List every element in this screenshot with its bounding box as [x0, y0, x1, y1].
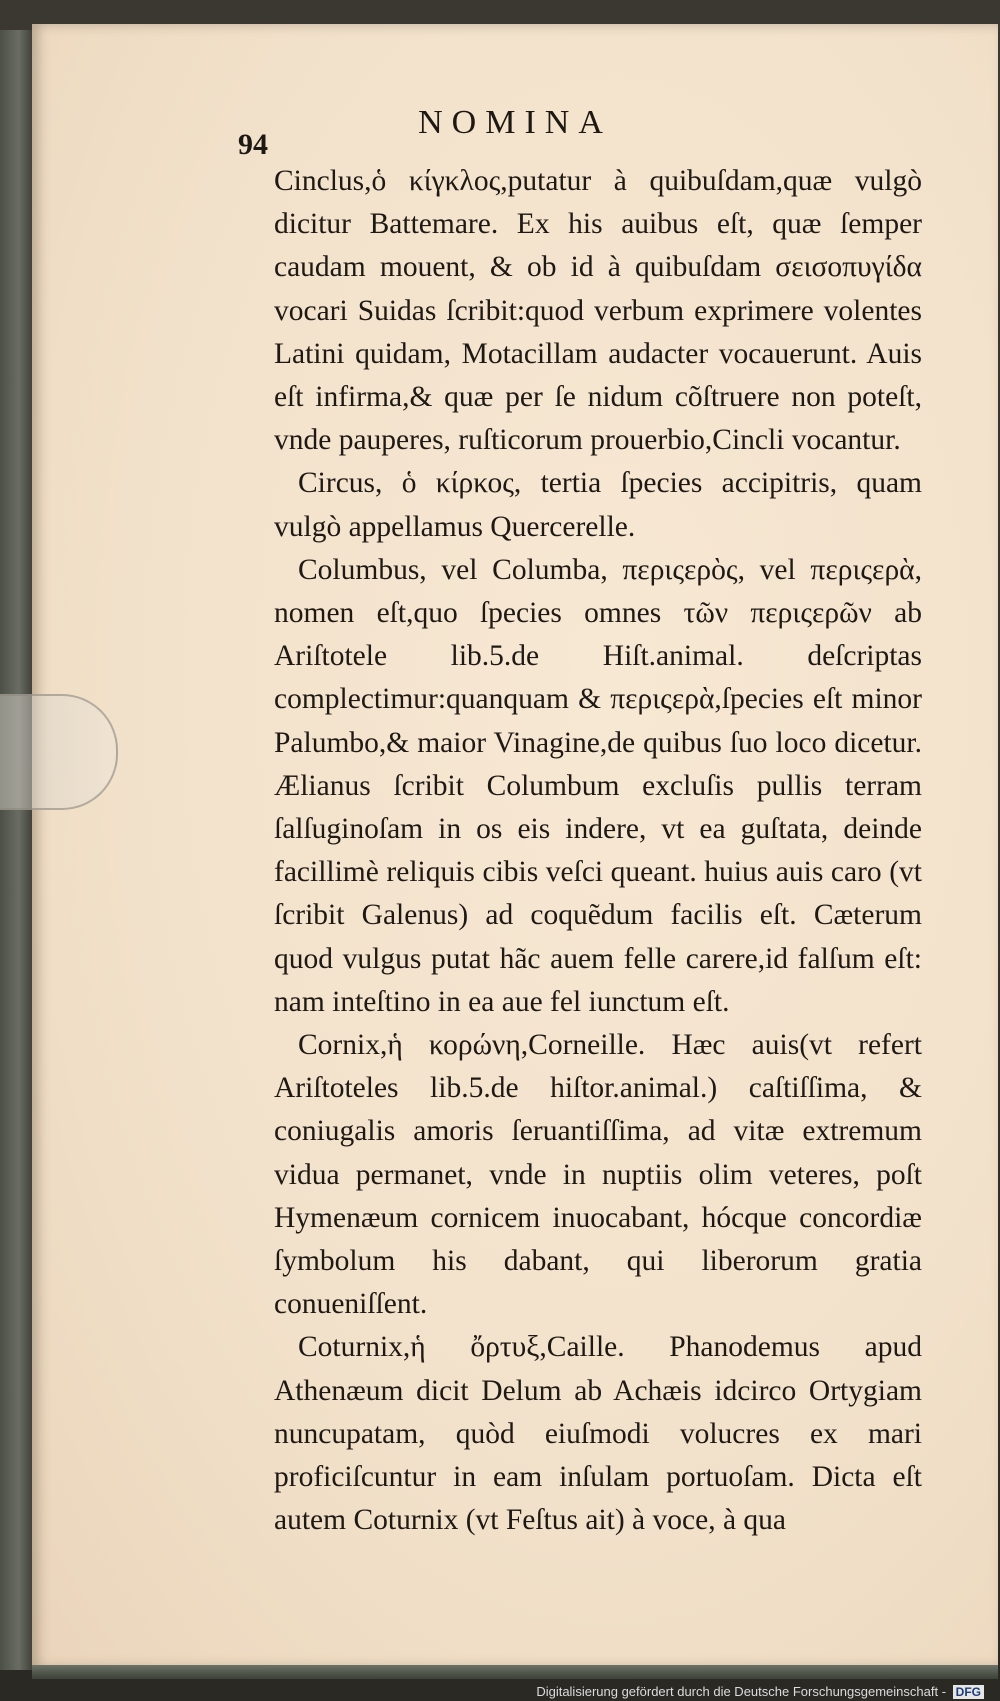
page-block-edge [32, 1665, 998, 1679]
book-spine [0, 30, 34, 1670]
entry-circus: Circus, ὁ κίρκος, tertia ſpecies accipitris, quam vulgò appellamus Quercerelle. [274, 467, 922, 543]
entry-cinclus: Cinclus,ὁ κίγκλος,putatur à quibuſdam,quæ vulgò dicitur Battemare. Ex his auibus eſt, quæ ſemper caudam mouent, & ob id à quibuſdam σεισοπυγίδα vocari Suidas ſcribit:quod verbum exprimere volentes Latini quidam, Motacillam audacter vocauerunt. Auis eſt infirma,& quæ per ſe nidum cõſtruere non poteſt, vnde pauperes, ruſticorum prouerbio,Cincli vocantur. [274, 165, 922, 457]
entry-coturnix: Coturnix,ἡ ὄρτυξ,Caille. Phanodemus apud Athenæum dicit Delum ab Achæis idcirco Ortygiam nuncupatam, quòd eiuſmodi volucres ex mari proficiſcuntur in eam inſulam portuoſam. Dicta eſt autem Coturnix (vt Feſtus ait) à voce, à qua [274, 1331, 922, 1537]
page-clip [0, 694, 118, 810]
entry-cornix: Cornix,ἡ κορώνη,Corneille. Hæc auis(vt refert Ariſtoteles lib.5.de hiſtor.animal.) caſtiſſima, & coniugalis amoris ſeruantiſſima, ad vitæ extremum vidua permanet, vnde in nuptiis olim veteres, poſt Hymenæum cornicem inuocabant, hócque concordiæ ſymbolum his dabant, qui liberorum gratia conueniſſent. [274, 1029, 922, 1321]
page-number: 94 [238, 128, 268, 161]
dfg-logo: DFG [953, 1685, 984, 1699]
running-head: NOMINA [418, 104, 612, 141]
entry-columbus: Columbus, vel Columba, περιςερὸς, vel περιςερὰ, nomen eſt,quo ſpecies omnes τῶν περιςερῶν ab Ariſtotele lib.5.de Hiſt.animal. deſcriptas complectimur:quanquam & περιςερὰ,ſpecies eſt minor Palumbo,& maior Vinagine,de quibus ſuo loco dicetur. Ælianus ſcribit Columbum excluſis pullis terram ſalſuginoſam in os eis indere, vt ea guſtata, deinde facillimè reliquis cibis veſci queant. huius auis caro (vt ſcribit Galenus) ad coquẽdum facilis eſt. Cæterum quod vulgus putat hãc auem felle carere,id falſum eſt: nam inteſtino in ea aue fel iunctum eſt. [274, 553, 922, 1018]
digitization-credit [536, 1684, 984, 1699]
body-text [274, 160, 922, 1543]
credit-text: Digitalisierung gefördert durch die Deutsche Forschungsgemeinschaft - [536, 1684, 947, 1699]
paper-page [32, 24, 998, 1668]
